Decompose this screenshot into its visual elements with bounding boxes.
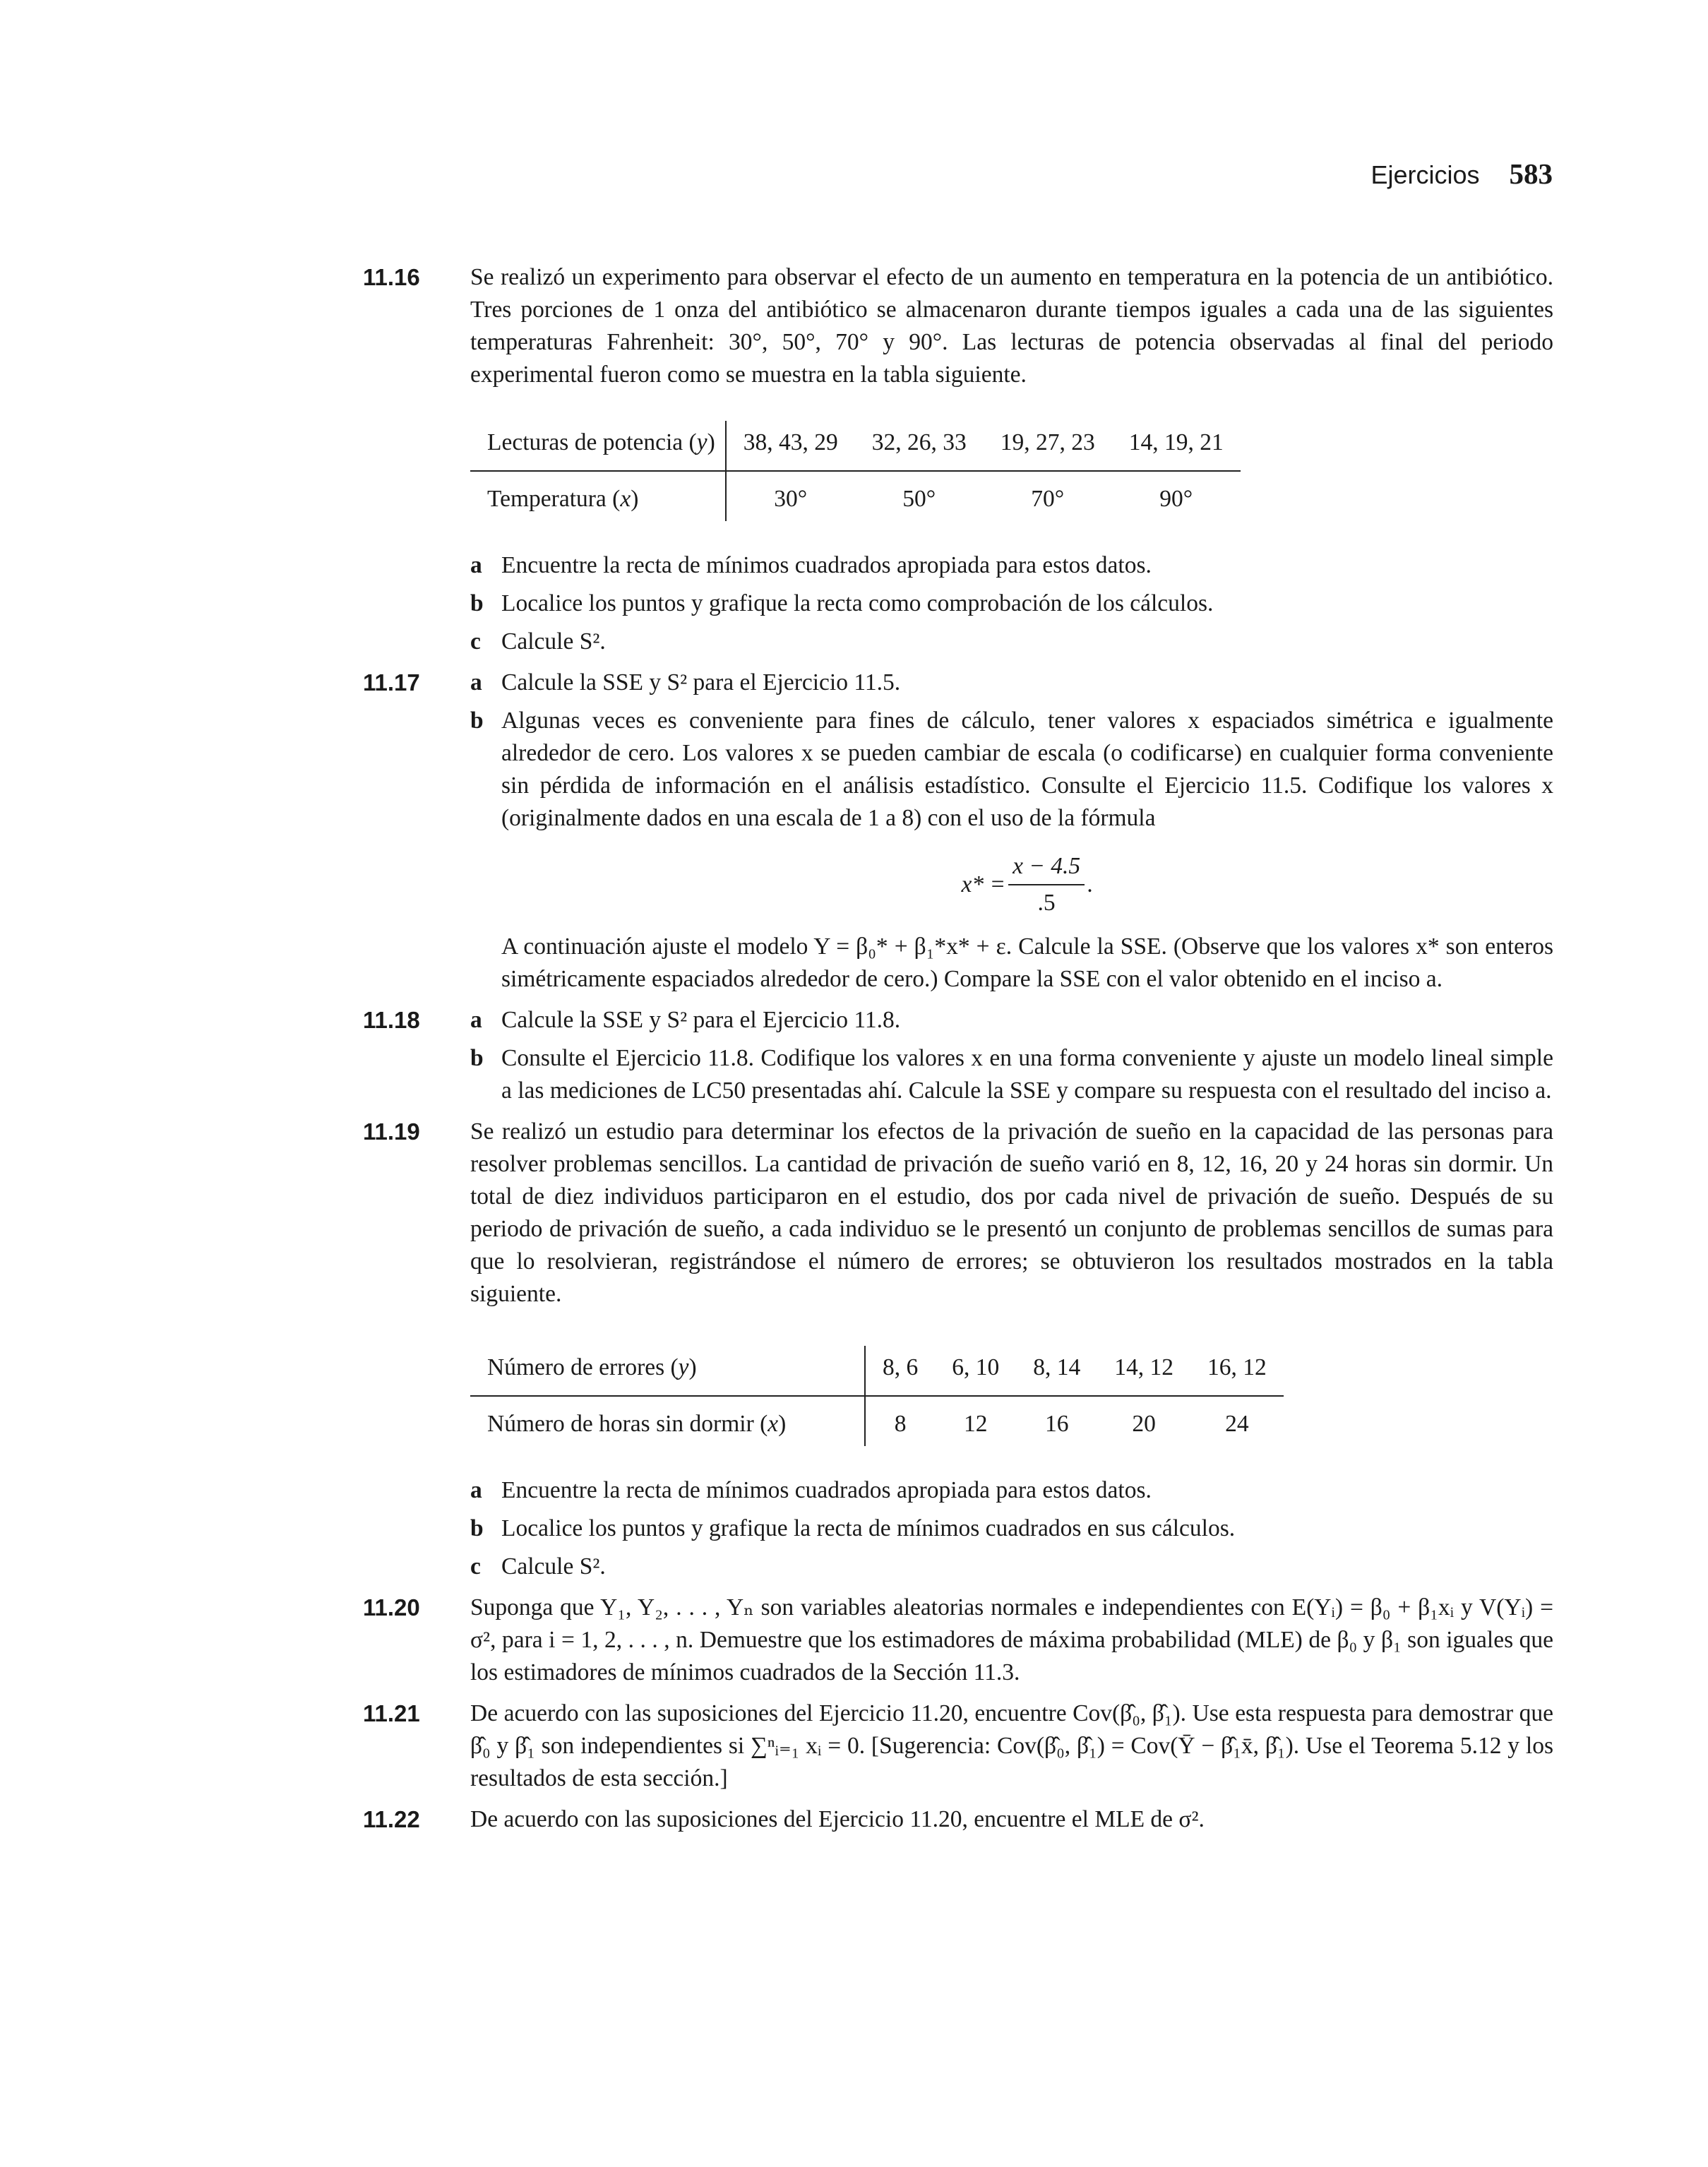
table-cell: 19, 27, 23: [984, 421, 1112, 471]
exercise-number: 11.16: [363, 264, 420, 290]
formula-numerator: x − 4.5: [1008, 850, 1085, 885]
exercise-parts: [470, 667, 1553, 996]
table-row: [470, 1346, 1284, 1396]
row-label: Temperatura (x): [470, 471, 726, 521]
table-cell: 20: [1132, 1411, 1156, 1437]
formula-denominator: .5: [1037, 890, 1056, 916]
exercise-text: Suponga que Y₁, Y₂, . . . , Yₙ son variables aleatorias normales e independientes con E(Yᵢ) = β₀ + β₁xᵢ y V(Yᵢ) = σ², para i = 1, 2, . . . , n. Demuestre que los estimadores de máxima probabilidad (MLE) de β₀ y β₁ son iguales que los estimadores de mínimos cuadrados de la Sección 11.3.: [470, 1594, 1553, 1685]
coding-formula: x* = $\frac{x - 4.5}{.5}$ .: [501, 850, 1553, 918]
table-cell: 70°: [1031, 486, 1065, 512]
row-label: Número de errores (y): [470, 1346, 865, 1396]
table-cell: 38, 43, 29: [726, 421, 855, 471]
row-label: Lecturas de potencia (y): [470, 421, 726, 471]
table-cell: 16: [1045, 1411, 1069, 1437]
sleep-errors-table: [470, 1346, 1284, 1446]
exercise-intro: Se realizó un estudio para determinar los efectos de la privación de sueño en la capacidad de las personas para resolver problemas sencillos. La cantidad de privación de sueño varió en 8, 12, 16, 20 y 24 horas sin dormir. Un total de diez individuos participaron en el estudio, dos por cada nivel de privación de sueño. Después de su periodo de privación de sueño, a cada individuo se le presentó un conjunto de problemas sencillos de sumas para que lo resolvieran, registrándose el número de errores; se obtuvieron los resultados mostrados en la tabla siguiente.: [470, 1118, 1553, 1307]
table-cell: 16, 12: [1190, 1346, 1284, 1396]
exercise-11-19: [363, 1116, 1553, 1583]
exercise-parts: [470, 549, 1553, 658]
part-a: a Calcule la SSE y S² para el Ejercicio 11.8.: [470, 1007, 901, 1033]
exercise-number: 11.17: [363, 669, 420, 696]
table-cell: 30°: [774, 486, 808, 512]
exercise-text: De acuerdo con las suposiciones del Ejercicio 11.20, encuentre Cov(β̂₀, β̂₁). Use esta respuesta para demostrar que β̂₀ y β̂₁ son independientes si ∑ⁿᵢ₌₁ xᵢ = 0. [Sugerencia: Cov(β̂₀, β̂₁) = Cov(Ȳ − β̂₁x̄, β̂₁). Use el Teorema 5.12 y los resultados de esta sección.]: [470, 1700, 1553, 1791]
exercises-content: [363, 261, 1553, 1844]
exercise-11-20: [363, 1592, 1553, 1689]
part-c: c Calcule S².: [470, 1553, 606, 1580]
part-c: c Calcule S².: [470, 628, 606, 655]
page-number: 583: [1509, 157, 1553, 190]
exercise-text: De acuerdo con las suposiciones del Ejercicio 11.20, encuentre el MLE de σ².: [470, 1806, 1205, 1832]
table-row: [470, 1396, 1284, 1446]
part-b: b Localice los puntos y grafique la recta de mínimos cuadrados en sus cálculos.: [470, 1515, 1236, 1541]
table-row: [470, 471, 1241, 521]
part-a: a Encuentre la recta de mínimos cuadrados apropiada para estos datos.: [470, 552, 1152, 578]
table-cell: 50°: [902, 486, 936, 512]
part-b: b Consulte el Ejercicio 11.8. Codifique los valores x en una forma conveniente y ajuste un modelo lineal simple a las mediciones de LC50 presentadas ahí. Calcule la SSE y compare su respuesta con el resultado del inciso a.: [470, 1045, 1553, 1104]
part-a: a Calcule la SSE y S² para el Ejercicio 11.5.: [470, 669, 901, 696]
exercise-parts: [470, 1004, 1553, 1107]
exercise-number: 11.21: [363, 1700, 420, 1726]
exercise-11-17: [363, 667, 1553, 996]
exercise-number: 11.18: [363, 1007, 420, 1033]
table-cell: 8, 6: [865, 1346, 935, 1396]
part-b: b Localice los puntos y grafique la recta como comprobación de los cálculos.: [470, 590, 1214, 616]
table-cell: 32, 26, 33: [855, 421, 984, 471]
table-cell: 14, 12: [1097, 1346, 1190, 1396]
part-b: b Algunas veces es conveniente para fines de cálculo, tener valores x espaciados simétrica e igualmente alrededor de cero. Los valores x se pueden cambiar de escala (o codificarse) en cualquier forma conveniente sin pérdida de información en el análisis estadístico. Consulte el Ejercicio 11.5. Codifique los valores x (originalmente dados en una escala de 1 a 8) con el uso de la fórmula x* = $\frac{x - 4.5}{.5}$ . A continuación ajuste el modelo Y = β₀* + β₁*x* + ε. Calcule la SSE. (Observe que los valores x* son enteros simétricamente espaciados alrededor de cero.) Compare la SSE con el valor obtenido en el inciso a.: [470, 705, 1553, 996]
section-title: Ejercicios: [1370, 160, 1480, 189]
table-cell: 8, 14: [1016, 1346, 1097, 1396]
part-a: a Encuentre la recta de mínimos cuadrados apropiada para estos datos.: [470, 1477, 1152, 1503]
exercise-number: 11.20: [363, 1594, 420, 1620]
formula-lhs: x* =: [961, 871, 1006, 897]
table-row: [470, 421, 1241, 471]
exercise-11-22: [363, 1803, 1553, 1836]
table-cell: 90°: [1159, 486, 1193, 512]
exercise-11-16: [363, 261, 1553, 658]
exercise-parts: [470, 1474, 1553, 1583]
potency-table: [470, 421, 1241, 521]
table-cell: 6, 10: [935, 1346, 1016, 1396]
table-cell: 12: [964, 1411, 988, 1437]
table-cell: 14, 19, 21: [1112, 421, 1241, 471]
part-b-continued: A continuación ajuste el modelo Y = β₀* + β₁*x* + ε. Calcule la SSE. (Observe que los valores x* son enteros simétricamente espaciados alrededor de cero.) Compare la SSE con el valor obtenido en el inciso a.: [501, 933, 1553, 992]
exercise-intro: Se realizó un experimento para observar el efecto de un aumento en temperatura en la potencia de un antibiótico. Tres porciones de 1 onza del antibiótico se almacenaron durante tiempos iguales a cada una de las siguientes temperaturas Fahrenheit: 30°, 50°, 70° y 90°. Las lecturas de potencia observadas al final del periodo experimental fueron como se muestra en la tabla siguiente.: [470, 264, 1553, 388]
exercise-11-18: [363, 1004, 1553, 1107]
table-cell: 24: [1225, 1411, 1249, 1437]
exercise-number: 11.19: [363, 1118, 420, 1145]
exercise-11-21: [363, 1697, 1553, 1795]
table-cell: 8: [894, 1411, 907, 1437]
exercise-number: 11.22: [363, 1806, 420, 1832]
row-label: Número de horas sin dormir (x): [470, 1396, 865, 1446]
running-head: [1370, 157, 1553, 191]
